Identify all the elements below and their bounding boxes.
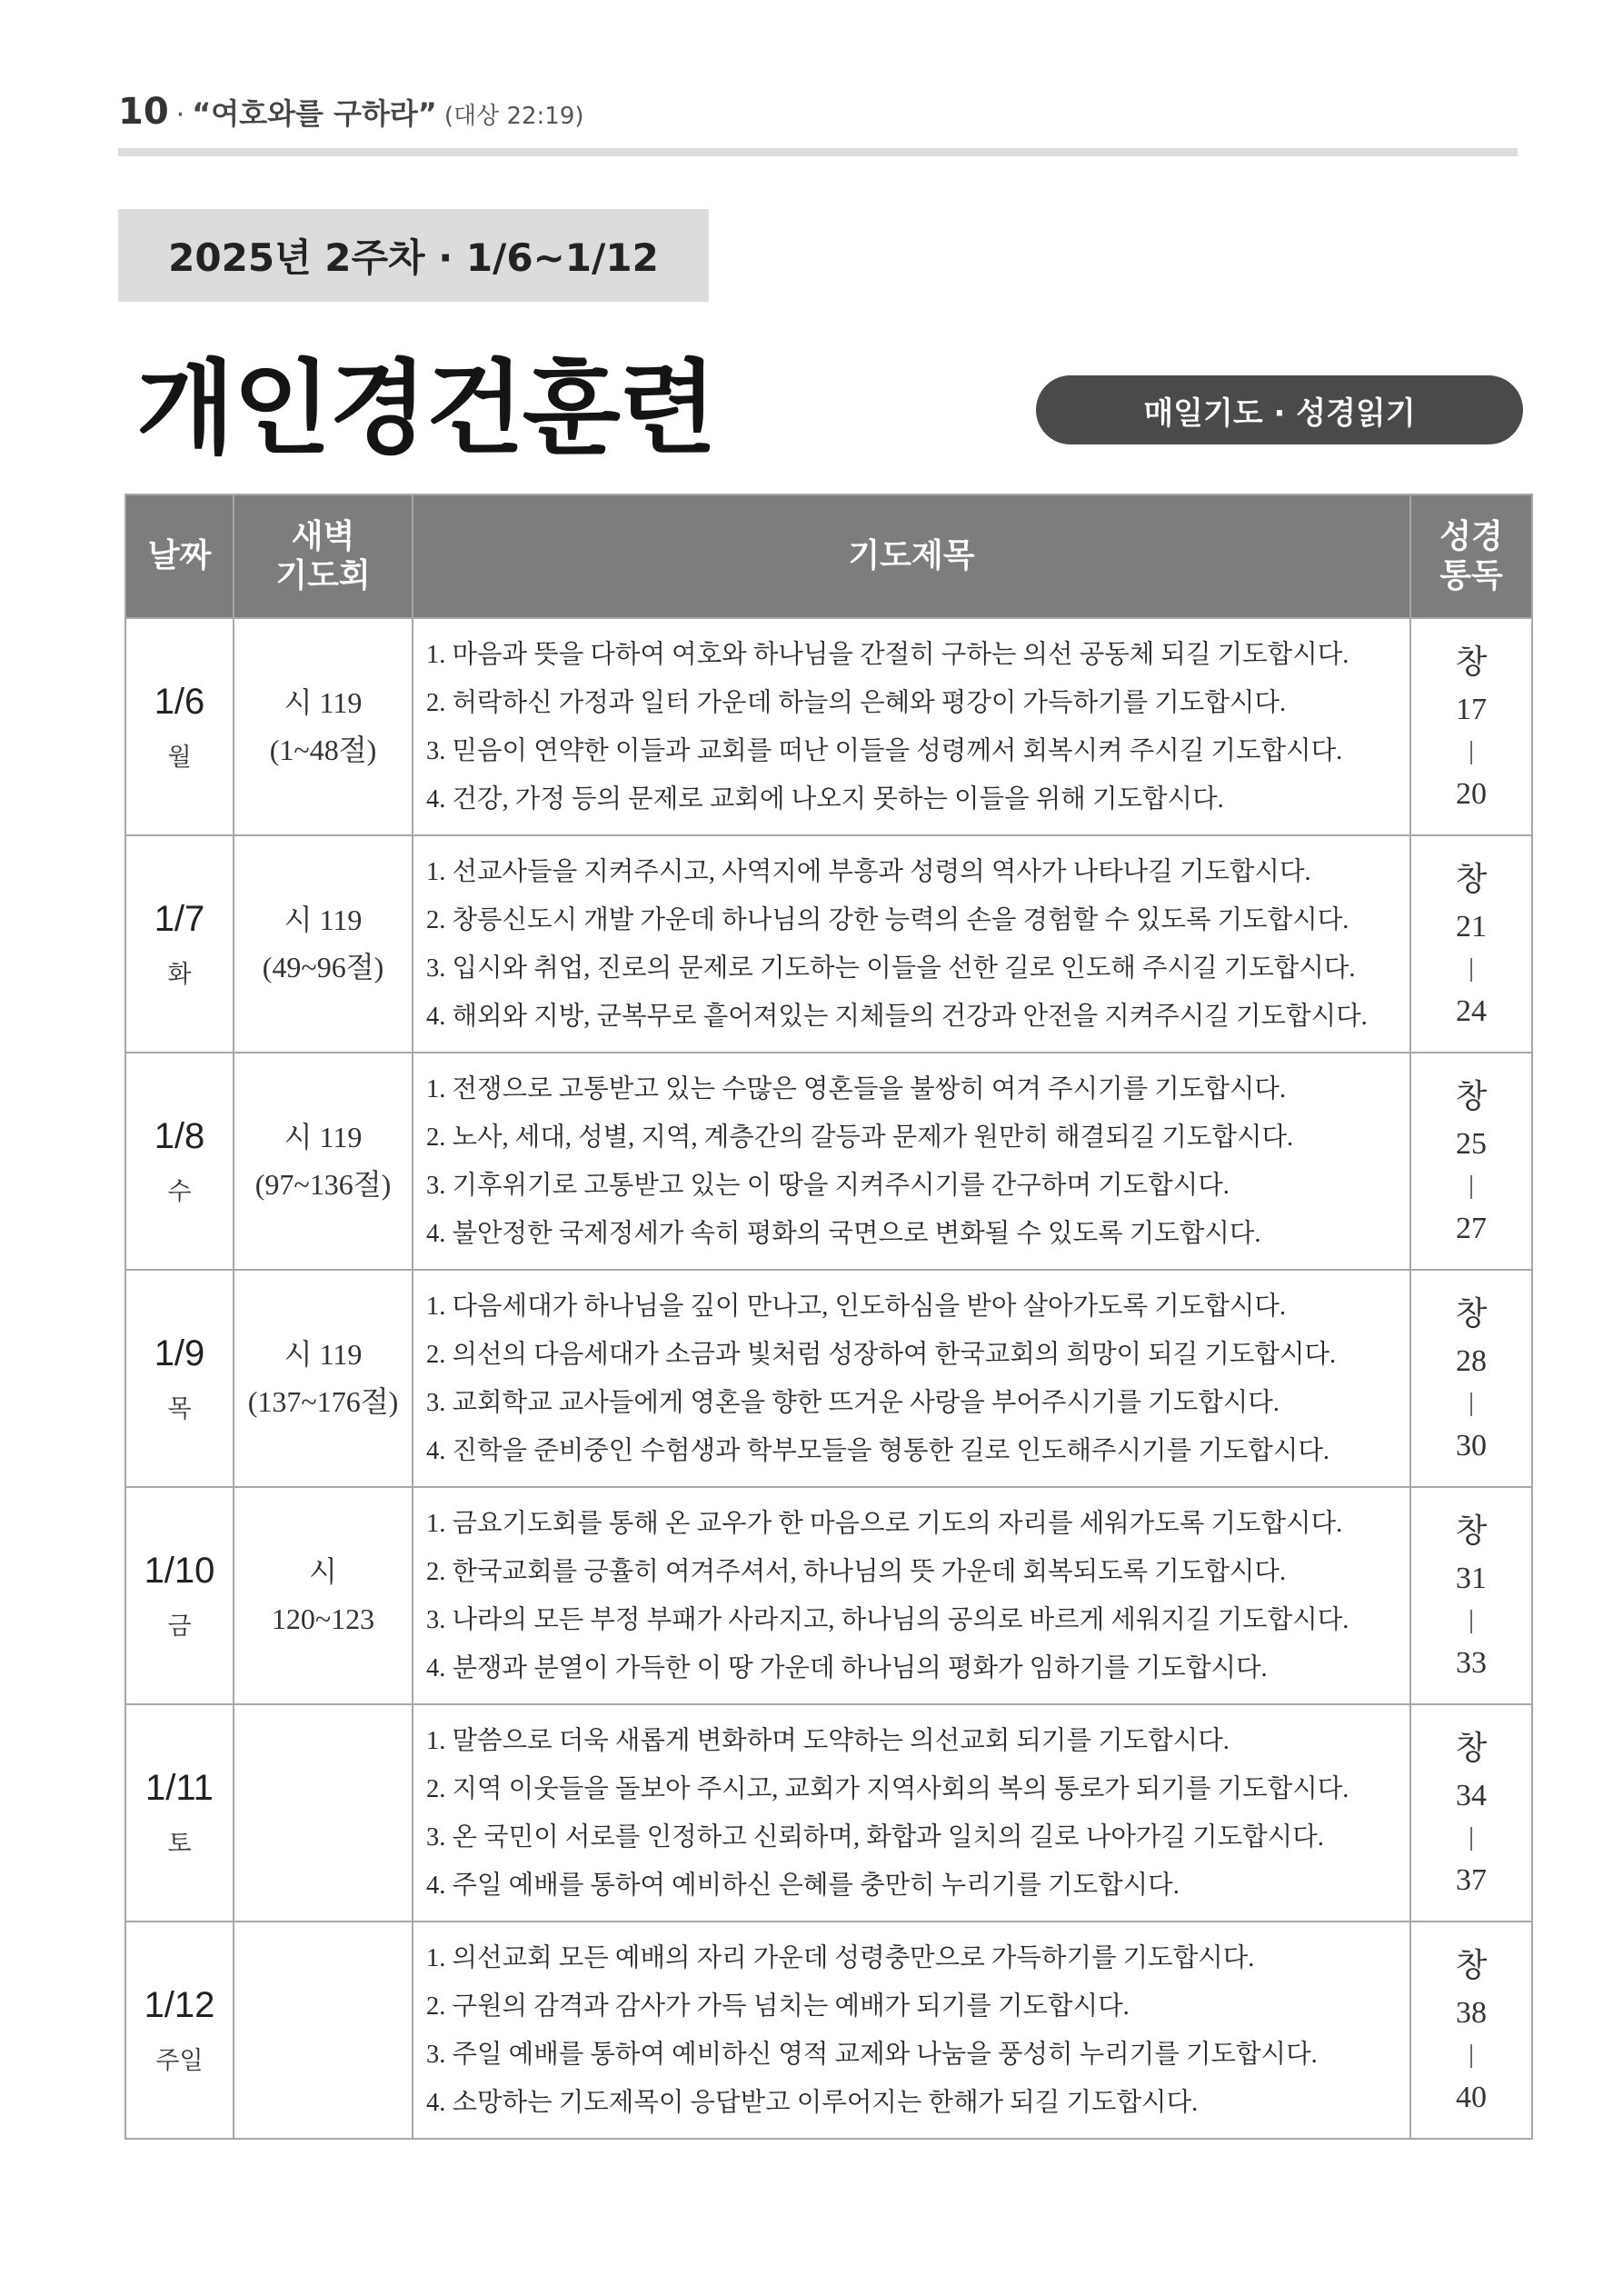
dawn-passage-verses: (137~176절): [247, 1384, 399, 1418]
reading-book: 창: [1455, 1294, 1488, 1332]
weekday-value: 수: [167, 1177, 192, 1206]
table-row: [125, 1270, 1532, 1487]
dawn-prayer-cell: [234, 1487, 413, 1704]
bible-reading-cell: [1410, 1053, 1532, 1270]
prayer-list: [426, 848, 1409, 1041]
prayer-item: 4. 건강, 가정 등의 문제로 교회에 나오지 못하는 이들을 위해 기도합시다.: [426, 784, 1224, 814]
prayer-list: [426, 1717, 1409, 1910]
prayer-topics-cell: [413, 1922, 1410, 2139]
date-cell: [125, 1922, 234, 2139]
reading-start-chapter: 31: [1456, 1561, 1487, 1595]
date-cell: [125, 835, 234, 1053]
prayer-topics-cell: [413, 1487, 1410, 1704]
header-title: “여호와를 구하라”: [192, 96, 437, 131]
reading-book: 창: [1455, 1729, 1488, 1766]
reading-range-bar: |: [1469, 736, 1474, 765]
prayer-list: [426, 1500, 1409, 1692]
reading-range-bar: |: [1469, 2040, 1474, 2069]
date-cell: [125, 1704, 234, 1922]
prayer-item: 3. 나라의 모든 부정 부패가 사라지고, 하나님의 공의로 바르게 세워지길 기도합시다.: [426, 1605, 1349, 1634]
bible-reading-cell: [1410, 835, 1532, 1053]
prayer-list: [426, 631, 1409, 824]
column-header-date: 날짜: [125, 494, 234, 618]
dawn-passage-book: 시 119: [284, 903, 363, 937]
reading-range-bar: |: [1469, 1605, 1474, 1634]
dawn-passage-book: 시 119: [284, 1121, 363, 1154]
reading-book: 창: [1455, 1512, 1488, 1549]
dawn-passage-book: 시: [309, 1555, 337, 1589]
dawn-prayer-cell: [234, 1053, 413, 1270]
prayer-item: 3. 주일 예배를 통하여 예비하신 영적 교제와 나눔을 풍성히 누리기를 기도합시다.: [426, 2040, 1318, 2069]
column-header-prayer-topics: 기도제목: [413, 494, 1410, 618]
prayer-item: 1. 선교사들을 지켜주시고, 사역지에 부흥과 성령의 역사가 나타나길 기도합시다.: [426, 857, 1311, 886]
bible-reading-cell: [1410, 618, 1532, 835]
date-cell: [125, 1270, 234, 1487]
reading-range-bar: |: [1469, 1388, 1474, 1417]
prayer-item: 2. 허락하신 가정과 일터 가운데 하늘의 은혜와 평강이 가득하기를 기도합시다.: [426, 688, 1287, 717]
dawn-passage-verses: 120~123: [271, 1602, 375, 1635]
date-cell: [125, 1487, 234, 1704]
bible-reading-cell: [1410, 1270, 1532, 1487]
prayer-item: 3. 교회학교 교사들에게 영혼을 향한 뜨거운 사랑을 부어주시기를 기도합시다.: [426, 1388, 1279, 1417]
prayer-item: 2. 구원의 감격과 감사가 가득 넘치는 예배가 되기를 기도합시다.: [426, 1992, 1130, 2021]
weekday-value: 목: [167, 1394, 192, 1423]
week-label: 2025년 2주차 · 1/6~1/12: [118, 209, 709, 302]
bible-reading-cell: [1410, 1922, 1532, 2139]
reading-book: 창: [1455, 860, 1488, 897]
reading-end-chapter: 37: [1456, 1862, 1487, 1897]
bible-reading-cell: [1410, 1487, 1532, 1704]
header-divider: [118, 148, 1518, 156]
section-badge: 매일기도 · 성경읽기: [1036, 375, 1523, 444]
reading-start-chapter: 28: [1456, 1343, 1487, 1378]
prayer-item: 2. 의선의 다음세대가 소금과 빛처럼 성장하여 한국교회의 희망이 되길 기도합시다.: [426, 1340, 1337, 1369]
prayer-item: 4. 진학을 준비중인 수험생과 학부모들을 형통한 길로 인도해주시기를 기도합시다.: [426, 1436, 1330, 1465]
prayer-item: 2. 노사, 세대, 성별, 지역, 계층간의 갈등과 문제가 원만히 해결되길 기도합시다.: [426, 1123, 1294, 1152]
prayer-item: 1. 다음세대가 하나님을 깊이 만나고, 인도하심을 받아 살아가도록 기도합시다.: [426, 1292, 1287, 1321]
dawn-passage-book: 시 119: [284, 1338, 363, 1372]
prayer-topics-cell: [413, 618, 1410, 835]
reading-end-chapter: 24: [1456, 993, 1487, 1028]
reading-range-bar: |: [1469, 953, 1474, 983]
prayer-item: 2. 지역 이웃들을 돌보아 주시고, 교회가 지역사회의 복의 통로가 되기를 기도합시다.: [426, 1774, 1349, 1803]
prayer-item: 4. 소망하는 기도제목이 응답받고 이루어지는 한해가 되길 기도합시다.: [426, 2088, 1199, 2117]
reading-start-chapter: 25: [1456, 1126, 1487, 1161]
table-row: [125, 835, 1532, 1053]
dawn-prayer-cell: [234, 1922, 413, 2139]
dawn-prayer-cell: [234, 835, 413, 1053]
prayer-item: 3. 기후위기로 고통받고 있는 이 땅을 지켜주시기를 간구하며 기도합시다.: [426, 1171, 1230, 1200]
reading-start-chapter: 38: [1456, 1995, 1487, 2030]
dawn-passage-verses: (97~136절): [254, 1167, 392, 1201]
reading-range-bar: |: [1469, 1822, 1474, 1852]
prayer-item: 4. 해외와 지방, 군복무로 흩어져있는 지체들의 건강과 안전을 지켜주시길 기도합시다.: [426, 1002, 1368, 1031]
dawn-prayer-cell: [234, 1704, 413, 1922]
prayer-item: 1. 전쟁으로 고통받고 있는 수많은 영혼들을 불쌍히 여겨 주시기를 기도합시다.: [426, 1074, 1287, 1103]
weekday-value: 월: [167, 743, 192, 772]
date-value: 1/12: [144, 1984, 215, 2025]
date-value: 1/11: [145, 1767, 214, 1808]
prayer-item: 4. 불안정한 국제정세가 속히 평화의 국면으로 변화될 수 있도록 기도합시다.: [426, 1219, 1261, 1248]
reading-book: 창: [1455, 1077, 1488, 1114]
prayer-item: 1. 금요기도회를 통해 온 교우가 한 마음으로 기도의 자리를 세워가도록 기도합시다.: [426, 1509, 1343, 1538]
reading-start-chapter: 34: [1456, 1778, 1487, 1812]
date-value: 1/8: [154, 1115, 205, 1156]
reading-end-chapter: 27: [1456, 1211, 1487, 1245]
table-row: [125, 1922, 1532, 2139]
table-row: [125, 618, 1532, 835]
dawn-passage-verses: (49~96절): [262, 950, 384, 983]
prayer-topics-cell: [413, 1270, 1410, 1487]
weekday-value: 토: [167, 1829, 192, 1858]
prayer-item: 1. 의선교회 모든 예배의 자리 가운데 성령충만으로 가득하기를 기도합시다.: [426, 1943, 1255, 1972]
dawn-passage-verses: (1~48절): [269, 733, 377, 766]
reading-book: 창: [1455, 1946, 1488, 1983]
date-value: 1/7: [154, 898, 205, 939]
prayer-item: 4. 주일 예배를 통하여 예비하신 은혜를 충만히 누리기를 기도합시다.: [426, 1871, 1180, 1900]
prayer-item: 2. 한국교회를 긍휼히 여겨주셔서, 하나님의 뜻 가운데 회복되도록 기도합시다.: [426, 1557, 1287, 1586]
column-header-bible-reading: 성경 통독: [1410, 494, 1532, 618]
header-reference: (대상 22:19): [443, 103, 584, 130]
reading-end-chapter: 20: [1456, 776, 1487, 811]
reading-start-chapter: 17: [1456, 692, 1487, 726]
prayer-item: 3. 온 국민이 서로를 인정하고 신뢰하며, 화합과 일치의 길로 나아가길 기도합시다.: [426, 1822, 1324, 1852]
reading-end-chapter: 30: [1456, 1428, 1487, 1462]
prayer-topics-cell: [413, 1704, 1410, 1922]
table-row: [125, 1487, 1532, 1704]
reading-book: 창: [1455, 643, 1488, 680]
prayer-item: 4. 분쟁과 분열이 가득한 이 땅 가운데 하나님의 평화가 임하기를 기도합시다.: [426, 1653, 1268, 1682]
dawn-prayer-cell: [234, 1270, 413, 1487]
column-header-dawn-prayer: 새벽 기도회: [234, 494, 413, 618]
prayer-list: [426, 1934, 1409, 2127]
date-value: 1/9: [154, 1333, 205, 1373]
reading-end-chapter: 33: [1456, 1645, 1487, 1680]
page-header: [118, 91, 1518, 133]
prayer-item: 3. 믿음이 연약한 이들과 교회를 떠난 이들을 성령께서 회복시켜 주시길 기도합시다.: [426, 736, 1343, 765]
prayer-schedule-table: [124, 494, 1533, 2140]
table-row: [125, 1053, 1532, 1270]
prayer-list: [426, 1283, 1409, 1475]
weekday-value: 금: [167, 1612, 192, 1641]
table-row: [125, 1704, 1532, 1922]
weekday-value: 주일: [155, 2046, 204, 2075]
prayer-item: 1. 마음과 뜻을 다하여 여호와 하나님을 간절히 구하는 의선 공동체 되길 기도합시다.: [426, 640, 1349, 669]
prayer-item: 1. 말씀으로 더욱 새롭게 변화하며 도약하는 의선교회 되기를 기도합시다.: [426, 1726, 1230, 1755]
table-header-row: [125, 494, 1532, 618]
weekday-value: 화: [167, 960, 192, 989]
date-cell: [125, 618, 234, 835]
prayer-topics-cell: [413, 835, 1410, 1053]
prayer-item: 3. 입시와 취업, 진로의 문제로 기도하는 이들을 선한 길로 인도해 주시길 기도합시다.: [426, 953, 1356, 983]
reading-start-chapter: 21: [1456, 909, 1487, 943]
page-number: 10: [118, 91, 169, 133]
date-cell: [125, 1053, 234, 1270]
prayer-topics-cell: [413, 1053, 1410, 1270]
dawn-passage-book: 시 119: [284, 686, 363, 720]
date-value: 1/10: [144, 1550, 215, 1591]
header-separator: ·: [175, 99, 185, 131]
date-value: 1/6: [154, 681, 205, 722]
reading-range-bar: |: [1469, 1171, 1474, 1200]
prayer-list: [426, 1065, 1409, 1258]
page-title: 개인경건훈련: [136, 350, 716, 468]
reading-end-chapter: 40: [1456, 2080, 1487, 2114]
bible-reading-cell: [1410, 1704, 1532, 1922]
prayer-item: 2. 창릉신도시 개발 가운데 하나님의 강한 능력의 손을 경험할 수 있도록 기도합시다.: [426, 905, 1349, 934]
dawn-prayer-cell: [234, 618, 413, 835]
